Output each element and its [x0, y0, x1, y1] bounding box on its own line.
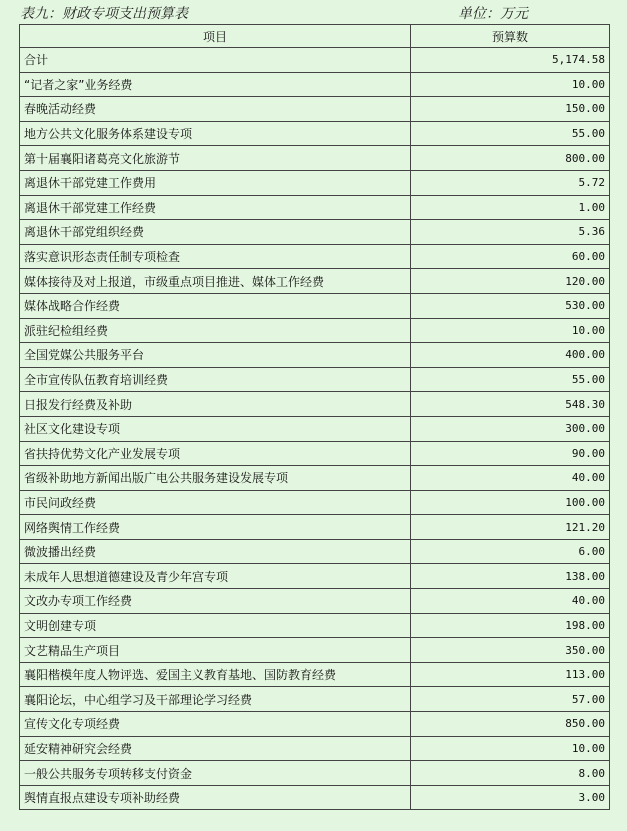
amount-cell: 10.00 — [411, 736, 610, 761]
header-item: 项目 — [20, 25, 411, 48]
amount-cell: 90.00 — [411, 441, 610, 466]
item-cell: 日报发行经费及补助 — [20, 392, 411, 417]
item-cell: 媒体接待及对上报道，市级重点项目推进、媒体工作经费 — [20, 269, 411, 294]
table-row — [20, 318, 610, 343]
table-row — [20, 170, 610, 195]
amount-cell: 113.00 — [411, 662, 610, 687]
unit-label: 单位：万元 — [458, 6, 528, 22]
table-row — [20, 343, 610, 368]
item-cell: 一般公共服务专项转移支付资金 — [20, 761, 411, 786]
table-row — [20, 146, 610, 171]
amount-cell: 57.00 — [411, 687, 610, 712]
table-row — [20, 269, 610, 294]
table-row — [20, 97, 610, 122]
table-row — [20, 441, 610, 466]
item-cell: 网络舆情工作经费 — [20, 515, 411, 540]
amount-cell: 121.20 — [411, 515, 610, 540]
amount-cell: 138.00 — [411, 564, 610, 589]
item-cell: “记者之家”业务经费 — [20, 72, 411, 97]
table-row — [20, 712, 610, 737]
table-row — [20, 662, 610, 687]
item-cell: 未成年人思想道德建设及青少年宫专项 — [20, 564, 411, 589]
amount-cell: 55.00 — [411, 367, 610, 392]
amount-cell: 10.00 — [411, 72, 610, 97]
table-row — [20, 244, 610, 269]
item-cell: 地方公共文化服务体系建设专项 — [20, 121, 411, 146]
item-cell: 全国党媒公共服务平台 — [20, 343, 411, 368]
item-cell: 舆情直报点建设专项补助经费 — [20, 785, 411, 810]
amount-cell: 150.00 — [411, 97, 610, 122]
amount-cell: 1.00 — [411, 195, 610, 220]
item-cell: 第十届襄阳诸葛亮文化旅游节 — [20, 146, 411, 171]
amount-cell: 198.00 — [411, 613, 610, 638]
table-row — [20, 220, 610, 245]
table-row — [20, 293, 610, 318]
table-row — [20, 195, 610, 220]
table-title: 表九：财政专项支出预算表 — [20, 6, 188, 22]
amount-cell: 5,174.58 — [411, 48, 610, 73]
table-row — [20, 638, 610, 663]
table-row — [20, 564, 610, 589]
item-cell: 全市宣传队伍教育培训经费 — [20, 367, 411, 392]
item-cell: 文明创建专项 — [20, 613, 411, 638]
amount-cell: 120.00 — [411, 269, 610, 294]
table-row — [20, 687, 610, 712]
item-cell: 派驻纪检组经费 — [20, 318, 411, 343]
amount-cell: 300.00 — [411, 416, 610, 441]
amount-cell: 60.00 — [411, 244, 610, 269]
item-cell: 离退休干部党建工作经费 — [20, 195, 411, 220]
amount-cell: 6.00 — [411, 539, 610, 564]
table-row — [20, 539, 610, 564]
item-cell: 文艺精品生产项目 — [20, 638, 411, 663]
amount-cell: 800.00 — [411, 146, 610, 171]
amount-cell: 5.72 — [411, 170, 610, 195]
amount-cell: 548.30 — [411, 392, 610, 417]
amount-cell: 55.00 — [411, 121, 610, 146]
amount-cell: 40.00 — [411, 466, 610, 491]
item-cell: 微波播出经费 — [20, 539, 411, 564]
amount-cell: 10.00 — [411, 318, 610, 343]
item-cell: 春晚活动经费 — [20, 97, 411, 122]
table-row — [20, 589, 610, 614]
item-cell: 合计 — [20, 48, 411, 73]
budget-table — [19, 24, 610, 810]
table-body — [20, 48, 610, 810]
item-cell: 落实意识形态责任制专项检查 — [20, 244, 411, 269]
item-cell: 省扶持优势文化产业发展专项 — [20, 441, 411, 466]
amount-cell: 8.00 — [411, 761, 610, 786]
table-row — [20, 761, 610, 786]
item-cell: 文改办专项工作经费 — [20, 589, 411, 614]
table-row — [20, 121, 610, 146]
amount-cell: 40.00 — [411, 589, 610, 614]
amount-cell: 5.36 — [411, 220, 610, 245]
item-cell: 襄阳论坛，中心组学习及干部理论学习经费 — [20, 687, 411, 712]
header-amount: 预算数 — [411, 25, 610, 48]
table-row — [20, 613, 610, 638]
table-row — [20, 392, 610, 417]
amount-cell: 530.00 — [411, 293, 610, 318]
total-row — [20, 48, 610, 73]
table-row — [20, 785, 610, 810]
amount-cell: 400.00 — [411, 343, 610, 368]
item-cell: 宣传文化专项经费 — [20, 712, 411, 737]
item-cell: 离退休干部党组织经费 — [20, 220, 411, 245]
item-cell: 省级补助地方新闻出版广电公共服务建设发展专项 — [20, 466, 411, 491]
header-row — [20, 25, 610, 48]
item-cell: 延安精神研究会经费 — [20, 736, 411, 761]
item-cell: 社区文化建设专项 — [20, 416, 411, 441]
item-cell: 市民问政经费 — [20, 490, 411, 515]
table-row — [20, 367, 610, 392]
amount-cell: 350.00 — [411, 638, 610, 663]
table-row — [20, 515, 610, 540]
table-row — [20, 466, 610, 491]
amount-cell: 850.00 — [411, 712, 610, 737]
table-row — [20, 416, 610, 441]
item-cell: 襄阳楷模年度人物评选、爱国主义教育基地、国防教育经费 — [20, 662, 411, 687]
item-cell: 离退休干部党建工作费用 — [20, 170, 411, 195]
table-caption — [20, 5, 610, 23]
table-row — [20, 736, 610, 761]
item-cell: 媒体战略合作经费 — [20, 293, 411, 318]
table-row — [20, 72, 610, 97]
table-row — [20, 490, 610, 515]
amount-cell: 3.00 — [411, 785, 610, 810]
amount-cell: 100.00 — [411, 490, 610, 515]
